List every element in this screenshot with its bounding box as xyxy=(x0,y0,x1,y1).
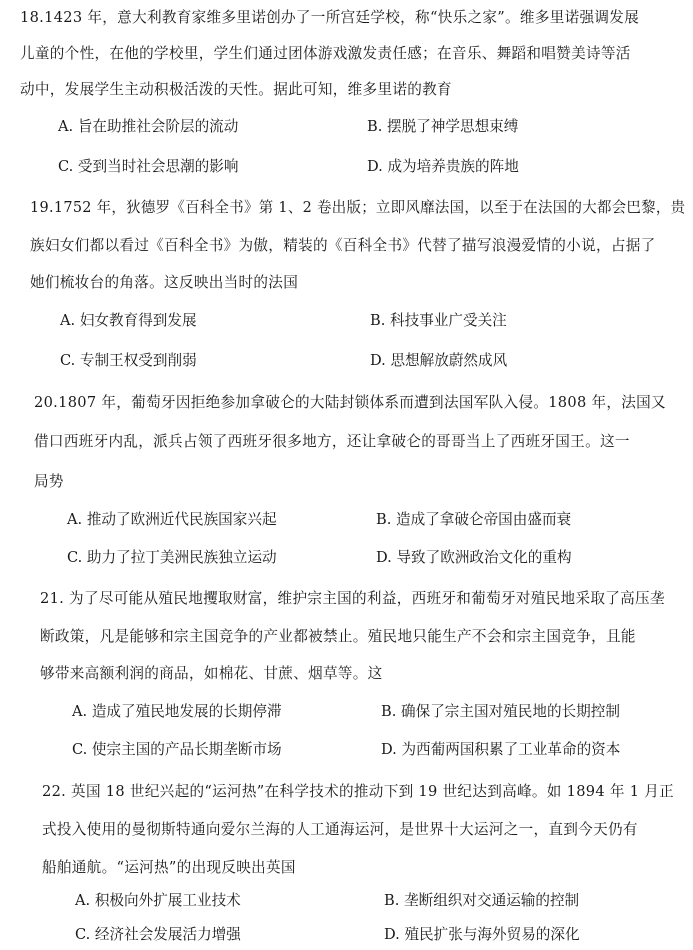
question-text-line: 借口西班牙内乱，派兵占领了西班牙很多地方，还让拿破仑的哥哥当上了西班牙国王。这一 xyxy=(34,433,630,450)
question-text-line: 22. 英国 18 世纪兴起的“运河热”在科学技术的推动下到 19 世纪达到高峰。如 1894 年 1 月正 xyxy=(42,783,675,800)
option-a: A. 旨在助推社会阶层的流动 xyxy=(58,118,239,135)
question-text-line: 动中，发展学生主动积极活泼的天性。据此可知，维多里诺的教育 xyxy=(20,81,452,98)
question-text-line: 21. 为了尽可能从殖民地攫取财富，维护宗主国的利益，西班牙和葡萄牙对殖民地采取了高压垄 xyxy=(40,590,665,607)
option-a: A. 推动了欧洲近代民族国家兴起 xyxy=(67,511,277,528)
option-c: C. 经济社会发展活力增强 xyxy=(75,926,241,943)
option-a: A. 妇女教育得到发展 xyxy=(60,312,197,329)
option-d: D. 导致了欧洲政治文化的重构 xyxy=(376,549,572,566)
question-text-line: 局势 xyxy=(34,473,64,490)
option-a: A. 造成了殖民地发展的长期停滞 xyxy=(72,703,282,720)
option-d: D. 思想解放蔚然成风 xyxy=(370,352,508,369)
option-c: C. 专制王权受到削弱 xyxy=(60,352,197,369)
question-text-line: 够带来高额利润的商品，如棉花、甘蔗、烟草等。这 xyxy=(40,665,383,682)
question-text-line: 式投入使用的曼彻斯特通向爱尔兰海的人工通海运河，是世界十大运河之一，直到今天仍有 xyxy=(42,821,638,838)
option-a: A. 积极向外扩展工业技术 xyxy=(75,892,241,909)
question-text-line: 20.1807 年，葡萄牙因拒绝参加拿破仑的大陆封锁体系而遭到法国军队入侵。1808 年，法国又 xyxy=(34,394,666,411)
option-b: B. 确保了宗主国对殖民地的长期控制 xyxy=(381,703,620,720)
question-text-line: 船舶通航。“运河热”的出现反映出英国 xyxy=(42,859,296,876)
question-text-line: 断政策，凡是能够和宗主国竞争的产业都被禁止。殖民地只能生产不会和宗主国竞争，且能 xyxy=(40,628,636,645)
option-c: C. 使宗主国的产品长期垄断市场 xyxy=(72,741,282,758)
question-text-line: 族妇女们都以看过《百科全书》为傲，精装的《百科全书》代替了描写浪漫爱情的小说，占据了 xyxy=(30,237,656,254)
question-text-line: 儿童的个性，在他的学校里，学生们通过团体游戏激发责任感；在音乐、舞蹈和唱赞美诗等活 xyxy=(20,45,631,62)
question-text-line: 18.1423 年，意大利教育家维多里诺创办了一所宫廷学校，称“快乐之家”。维多里诺强调发展 xyxy=(20,9,640,26)
option-b: B. 垄断组织对交通运输的控制 xyxy=(384,892,580,909)
question-text-line: 她们梳妆台的角落。这反映出当时的法国 xyxy=(30,274,299,291)
option-b: B. 造成了拿破仑帝国由盛而衰 xyxy=(376,511,572,528)
option-d: D. 殖民扩张与海外贸易的深化 xyxy=(384,926,580,943)
question-text-line: 19.1752 年，狄德罗《百科全书》第 1、2 卷出版；立即风靡法国，以至于在法国的大都会巴黎，贵 xyxy=(30,199,686,216)
option-d: D. 为西葡两国积累了工业革命的资本 xyxy=(381,741,621,758)
option-b: B. 科技事业广受关注 xyxy=(370,312,507,329)
option-c: C. 助力了拉丁美洲民族独立运动 xyxy=(67,549,277,566)
option-b: B. 摆脱了神学思想束缚 xyxy=(367,118,519,135)
option-d: D. 成为培养贵族的阵地 xyxy=(367,158,519,175)
option-c: C. 受到当时社会思潮的影响 xyxy=(58,158,239,175)
